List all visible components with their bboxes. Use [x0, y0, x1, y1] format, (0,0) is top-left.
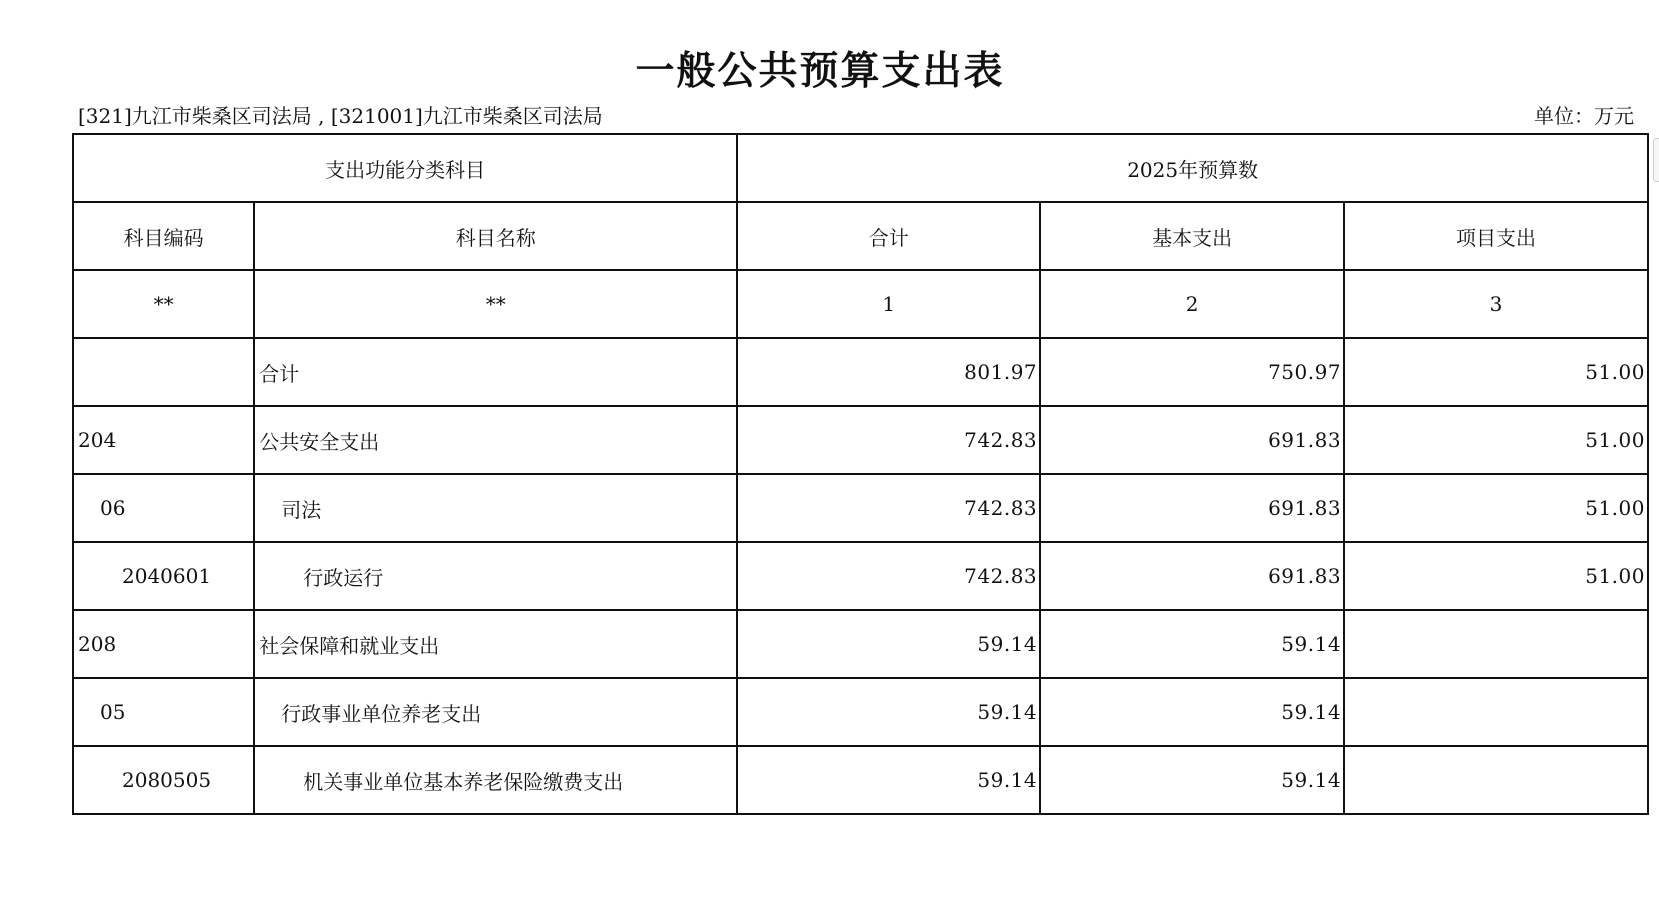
row-project: 51.00 [1344, 338, 1648, 406]
index-total: 1 [737, 270, 1040, 338]
row-basic: 691.83 [1040, 406, 1344, 474]
row-name: 行政事业单位养老支出 [254, 678, 737, 746]
row-project: 51.00 [1344, 406, 1648, 474]
row-name: 公共安全支出 [254, 406, 737, 474]
table-row [73, 474, 1648, 542]
table-row [73, 542, 1648, 610]
table-row [73, 746, 1648, 814]
index-basic: 2 [1040, 270, 1344, 338]
header-project: 项目支出 [1344, 202, 1648, 270]
row-project [1344, 610, 1648, 678]
row-name: 行政运行 [254, 542, 737, 610]
row-total: 59.14 [737, 746, 1040, 814]
index-code: ** [73, 270, 254, 338]
row-basic: 59.14 [1040, 746, 1344, 814]
row-basic: 750.97 [1040, 338, 1344, 406]
row-name: 机关事业单位基本养老保险缴费支出 [254, 746, 737, 814]
header-name: 科目名称 [254, 202, 737, 270]
index-row [73, 270, 1648, 338]
row-code: 2040601 [73, 542, 254, 610]
header-budget-group: 2025年预算数 [737, 134, 1648, 202]
table-row [73, 406, 1648, 474]
index-project: 3 [1344, 270, 1648, 338]
row-total: 742.83 [737, 406, 1040, 474]
header-category-group: 支出功能分类科目 [73, 134, 737, 202]
row-basic: 59.14 [1040, 610, 1344, 678]
header-column-row [73, 202, 1648, 270]
row-total: 59.14 [737, 610, 1040, 678]
row-total: 59.14 [737, 678, 1040, 746]
row-name: 司法 [254, 474, 737, 542]
row-basic: 691.83 [1040, 474, 1344, 542]
scrollbar-handle[interactable] [1653, 138, 1659, 182]
row-code [73, 338, 254, 406]
row-code: 2080505 [73, 746, 254, 814]
header-code: 科目编码 [73, 202, 254, 270]
header-basic: 基本支出 [1040, 202, 1344, 270]
row-name: 合计 [254, 338, 737, 406]
row-code: 05 [73, 678, 254, 746]
header-total: 合计 [737, 202, 1040, 270]
row-project [1344, 678, 1648, 746]
row-basic: 59.14 [1040, 678, 1344, 746]
organization-label: [321]九江市柴桑区司法局 , [321001]九江市柴桑区司法局 [78, 104, 603, 128]
unit-label: 单位：万元 [1534, 104, 1634, 128]
row-total: 801.97 [737, 338, 1040, 406]
table-row [73, 678, 1648, 746]
row-project [1344, 746, 1648, 814]
row-project: 51.00 [1344, 542, 1648, 610]
row-name: 社会保障和就业支出 [254, 610, 737, 678]
row-code: 06 [73, 474, 254, 542]
row-code: 208 [73, 610, 254, 678]
row-code: 204 [73, 406, 254, 474]
page-title: 一般公共预算支出表 [635, 49, 1005, 94]
index-name: ** [254, 270, 737, 338]
row-total: 742.83 [737, 542, 1040, 610]
table-row [73, 338, 1648, 406]
row-total: 742.83 [737, 474, 1040, 542]
row-basic: 691.83 [1040, 542, 1344, 610]
budget-table [72, 133, 1649, 815]
row-project: 51.00 [1344, 474, 1648, 542]
header-group-row [73, 134, 1648, 202]
table-row [73, 610, 1648, 678]
